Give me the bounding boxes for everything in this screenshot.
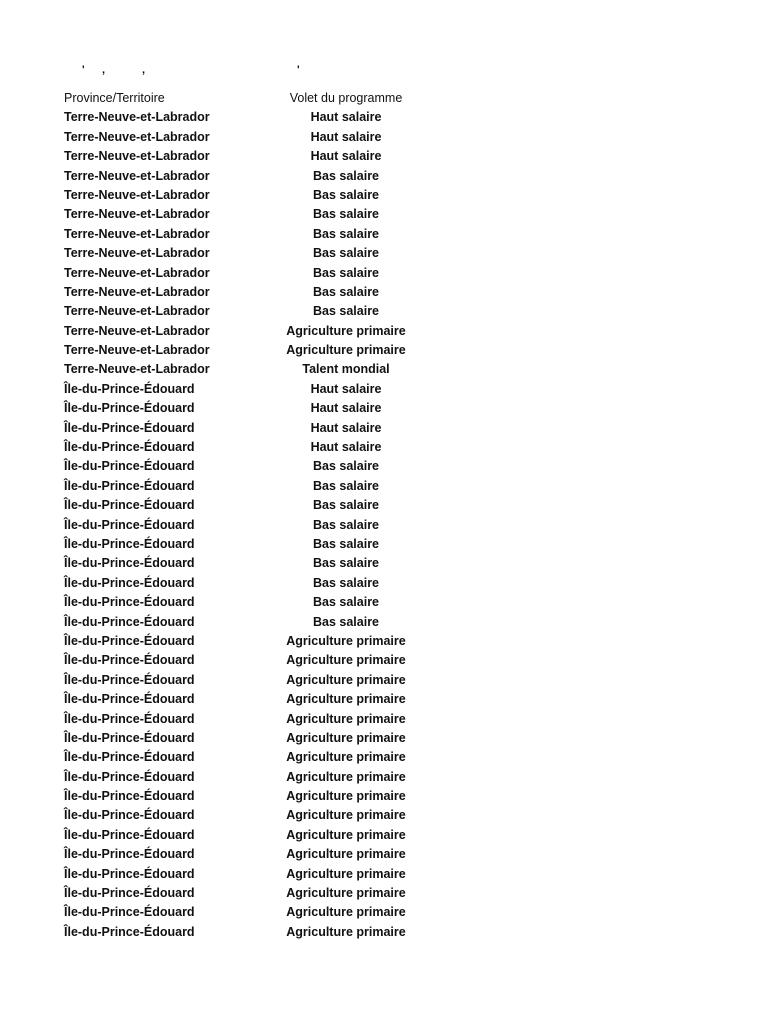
table-row bbox=[64, 399, 484, 418]
cell-volet: Bas salaire bbox=[312, 265, 380, 280]
cell-volet: Bas salaire bbox=[312, 187, 380, 202]
table-row bbox=[64, 710, 484, 729]
cell-province: Île-du-Prince-Édouard bbox=[64, 633, 195, 648]
cell-province: Terre-Neuve-et-Labrador bbox=[64, 362, 210, 377]
cell-volet: Agriculture primaire bbox=[286, 653, 406, 668]
table-row bbox=[64, 496, 484, 515]
cell-volet: Agriculture primaire bbox=[286, 323, 406, 338]
cell-volet: Bas salaire bbox=[312, 498, 380, 513]
cell-province: Terre-Neuve-et-Labrador bbox=[64, 207, 210, 222]
table-row bbox=[64, 632, 484, 651]
cell-province: Terre-Neuve-et-Labrador bbox=[64, 304, 210, 319]
cell-province: Île-du-Prince-Édouard bbox=[64, 730, 195, 745]
cell-volet: Bas salaire bbox=[312, 246, 380, 261]
cell-province: Île-du-Prince-Édouard bbox=[64, 672, 195, 687]
table-row bbox=[64, 167, 484, 186]
table-row bbox=[64, 108, 484, 127]
table-row bbox=[64, 613, 484, 632]
table-row bbox=[64, 865, 484, 884]
cell-volet: Agriculture primaire bbox=[286, 827, 406, 842]
cell-volet: Haut salaire bbox=[310, 420, 382, 435]
cell-volet: Agriculture primaire bbox=[286, 847, 406, 862]
cell-province: Île-du-Prince-Édouard bbox=[64, 924, 195, 939]
cell-province: Île-du-Prince-Édouard bbox=[64, 401, 195, 416]
cell-province: Île-du-Prince-Édouard bbox=[64, 827, 195, 842]
cell-province: Île-du-Prince-Édouard bbox=[64, 440, 195, 455]
cell-province: Île-du-Prince-Édouard bbox=[64, 575, 195, 590]
table-row bbox=[64, 535, 484, 554]
cell-province: Île-du-Prince-Édouard bbox=[64, 789, 195, 804]
table-row bbox=[64, 903, 484, 922]
table-header-row bbox=[64, 89, 484, 108]
cell-province: Île-du-Prince-Édouard bbox=[64, 769, 195, 784]
table-row bbox=[64, 729, 484, 748]
cell-province: Île-du-Prince-Édouard bbox=[64, 653, 195, 668]
table-row bbox=[64, 419, 484, 438]
cell-volet: Bas salaire bbox=[312, 536, 380, 551]
cell-province: Île-du-Prince-Édouard bbox=[64, 808, 195, 823]
cell-province: Terre-Neuve-et-Labrador bbox=[64, 323, 210, 338]
cell-province: Île-du-Prince-Édouard bbox=[64, 459, 195, 474]
cell-volet: Agriculture primaire bbox=[286, 750, 406, 765]
table-row bbox=[64, 360, 484, 379]
cell-volet: Agriculture primaire bbox=[286, 886, 406, 901]
table-row bbox=[64, 205, 484, 224]
table-row bbox=[64, 225, 484, 244]
cell-volet: Agriculture primaire bbox=[286, 789, 406, 804]
table-row bbox=[64, 651, 484, 670]
cell-province: Île-du-Prince-Édouard bbox=[64, 478, 195, 493]
cell-volet: Agriculture primaire bbox=[286, 808, 406, 823]
cell-volet: Bas salaire bbox=[312, 226, 380, 241]
cell-province: Terre-Neuve-et-Labrador bbox=[64, 226, 210, 241]
table-row bbox=[64, 690, 484, 709]
cell-province: Terre-Neuve-et-Labrador bbox=[64, 246, 210, 261]
cell-volet: Haut salaire bbox=[310, 381, 382, 396]
table-row bbox=[64, 438, 484, 457]
cell-province: Terre-Neuve-et-Labrador bbox=[64, 343, 210, 358]
table-row bbox=[64, 516, 484, 535]
cell-volet: Agriculture primaire bbox=[286, 730, 406, 745]
data-table bbox=[64, 89, 484, 942]
cell-province: Terre-Neuve-et-Labrador bbox=[64, 284, 210, 299]
table-row bbox=[64, 787, 484, 806]
cell-province: Île-du-Prince-Édouard bbox=[64, 517, 195, 532]
table-row bbox=[64, 341, 484, 360]
table-row bbox=[64, 826, 484, 845]
cell-province: Île-du-Prince-Édouard bbox=[64, 381, 195, 396]
cell-volet: Agriculture primaire bbox=[286, 711, 406, 726]
cell-volet: Haut salaire bbox=[310, 149, 382, 164]
table-row bbox=[64, 574, 484, 593]
cell-province: Île-du-Prince-Édouard bbox=[64, 614, 195, 629]
cell-province: Île-du-Prince-Édouard bbox=[64, 692, 195, 707]
cell-volet: Haut salaire bbox=[310, 110, 382, 125]
header-volet: Volet du programme bbox=[289, 91, 403, 105]
cell-province: Terre-Neuve-et-Labrador bbox=[64, 187, 210, 202]
cell-province: Île-du-Prince-Édouard bbox=[64, 595, 195, 610]
table-row bbox=[64, 768, 484, 787]
cell-volet: Bas salaire bbox=[312, 207, 380, 222]
cell-province: Terre-Neuve-et-Labrador bbox=[64, 265, 210, 280]
table-row bbox=[64, 128, 484, 147]
cell-volet: Bas salaire bbox=[312, 556, 380, 571]
cell-volet: Bas salaire bbox=[312, 478, 380, 493]
cell-volet: Bas salaire bbox=[312, 575, 380, 590]
cell-province: Île-du-Prince-Édouard bbox=[64, 711, 195, 726]
cell-province: Île-du-Prince-Édouard bbox=[64, 420, 195, 435]
cell-volet: Bas salaire bbox=[312, 304, 380, 319]
cell-province: Île-du-Prince-Édouard bbox=[64, 498, 195, 513]
cell-volet: Agriculture primaire bbox=[286, 769, 406, 784]
cell-province: Île-du-Prince-Édouard bbox=[64, 905, 195, 920]
table-row bbox=[64, 244, 484, 263]
cell-volet: Bas salaire bbox=[312, 595, 380, 610]
cell-volet: Bas salaire bbox=[312, 168, 380, 183]
cell-province: Terre-Neuve-et-Labrador bbox=[64, 168, 210, 183]
table-row bbox=[64, 186, 484, 205]
stray-mark: ' bbox=[82, 64, 85, 76]
cell-province: Terre-Neuve-et-Labrador bbox=[64, 110, 210, 125]
table-row bbox=[64, 806, 484, 825]
table-row bbox=[64, 302, 484, 321]
cell-province: Île-du-Prince-Édouard bbox=[64, 750, 195, 765]
table-body bbox=[64, 108, 484, 942]
header-province: Province/Territoire bbox=[64, 91, 165, 105]
cell-province: Île-du-Prince-Édouard bbox=[64, 847, 195, 862]
stray-mark: , bbox=[142, 64, 146, 76]
cell-volet: Bas salaire bbox=[312, 459, 380, 474]
cell-volet: Agriculture primaire bbox=[286, 866, 406, 881]
table-row bbox=[64, 457, 484, 476]
cell-volet: Talent mondial bbox=[302, 362, 390, 377]
cell-volet: Agriculture primaire bbox=[286, 672, 406, 687]
cell-province: Île-du-Prince-Édouard bbox=[64, 866, 195, 881]
stray-mark: , bbox=[102, 64, 106, 76]
cell-volet: Bas salaire bbox=[312, 517, 380, 532]
cell-volet: Bas salaire bbox=[312, 614, 380, 629]
table-row bbox=[64, 748, 484, 767]
cell-volet: Bas salaire bbox=[312, 284, 380, 299]
table-row bbox=[64, 554, 484, 573]
table-row bbox=[64, 593, 484, 612]
table-row bbox=[64, 845, 484, 864]
cell-volet: Agriculture primaire bbox=[286, 692, 406, 707]
table-row bbox=[64, 322, 484, 341]
table-row bbox=[64, 264, 484, 283]
cell-volet: Agriculture primaire bbox=[286, 924, 406, 939]
table-row bbox=[64, 147, 484, 166]
table-row bbox=[64, 671, 484, 690]
cell-province: Île-du-Prince-Édouard bbox=[64, 886, 195, 901]
table-row bbox=[64, 923, 484, 942]
cell-province: Terre-Neuve-et-Labrador bbox=[64, 129, 210, 144]
table-row bbox=[64, 380, 484, 399]
cell-volet: Agriculture primaire bbox=[286, 905, 406, 920]
cell-volet: Haut salaire bbox=[310, 440, 382, 455]
table-row bbox=[64, 283, 484, 302]
cell-volet: Haut salaire bbox=[310, 401, 382, 416]
stray-marks bbox=[0, 64, 768, 76]
stray-mark: ' bbox=[297, 64, 300, 76]
cell-province: Île-du-Prince-Édouard bbox=[64, 536, 195, 551]
cell-volet: Agriculture primaire bbox=[286, 343, 406, 358]
table-row bbox=[64, 477, 484, 496]
cell-province: Terre-Neuve-et-Labrador bbox=[64, 149, 210, 164]
cell-province: Île-du-Prince-Édouard bbox=[64, 556, 195, 571]
cell-volet: Haut salaire bbox=[310, 129, 382, 144]
table-row bbox=[64, 884, 484, 903]
cell-volet: Agriculture primaire bbox=[286, 633, 406, 648]
